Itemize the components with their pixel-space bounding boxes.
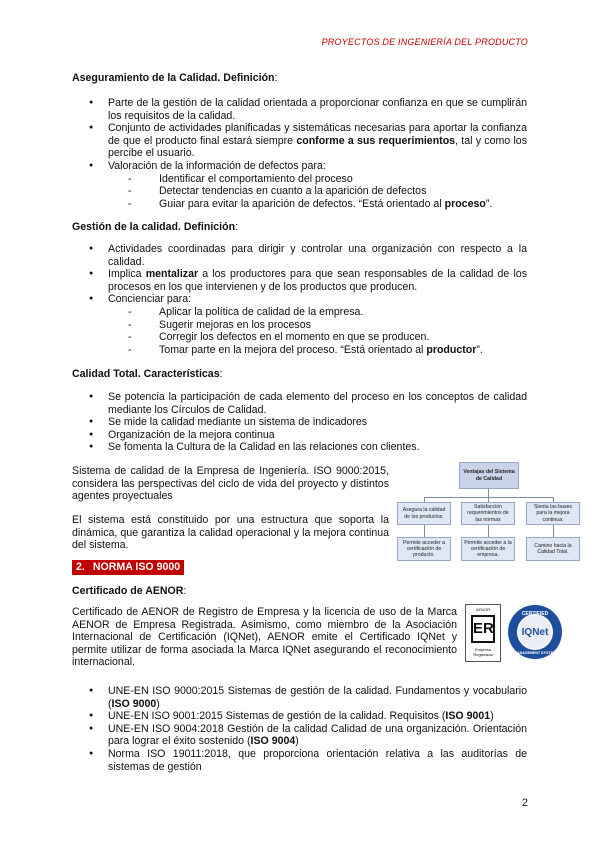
list-item-text: Parte de la gestión de la calidad orientada a proporcionar confianza en que se cumplirán los requisitos de la calidad.	[108, 97, 527, 122]
page-number: 2	[521, 797, 528, 809]
list-item	[72, 685, 527, 710]
iqnet-mark-text: IQNet	[521, 627, 549, 638]
sub-list-item	[108, 344, 527, 357]
sub-item-text: ”.	[476, 343, 483, 356]
list-item-text: )	[490, 710, 494, 723]
sub-item-text: Detectar tendencias en cuanto a la aparición de defectos	[159, 185, 427, 198]
list-item	[72, 243, 527, 268]
title-colon: :	[274, 72, 278, 84]
diagram-box-bottom-2: Permite acceder a la certificación de empresa.	[461, 537, 515, 561]
bold-text: productor	[426, 343, 477, 356]
diagram-box-bottom-1: Permite acceder a certificación de producto.	[397, 537, 451, 561]
sub-item-text: Sugerir mejoras en los procesos	[159, 318, 311, 331]
section-title-text: Aseguramiento de la Calidad. Definición	[72, 72, 275, 84]
aenor-logo-caption: Empresa Registrada	[473, 647, 493, 657]
sub-item-text: Guiar para evitar la aparición de defectos. “Está orientado al	[159, 197, 445, 210]
bullet-list-aseguramiento	[72, 97, 527, 210]
list-item	[72, 160, 527, 210]
sub-list-item	[108, 319, 527, 332]
list-item-text: Implica	[108, 268, 146, 281]
section-title-text: Gestión de la calidad. Definición	[72, 221, 236, 233]
list-item-text: Se mide la calidad mediante un sistema de indicadores	[108, 416, 368, 429]
bold-text: proceso	[444, 197, 486, 210]
paragraph-sistema: Sistema de calidad de la Empresa de Ingeniería. ISO 9000:2015, considera las perspectivas del ciclo de vida del proyecto y distintos agentes proyectuales	[72, 465, 389, 503]
list-item-text: , tal y como los percibe el usuario.	[108, 134, 527, 160]
sub-item-text: Tomar parte en la mejora del proceso. “Está orientado al	[159, 343, 427, 356]
section-title-gestion	[72, 221, 238, 234]
list-item	[72, 416, 527, 429]
aenor-er-mark: ER	[471, 615, 495, 643]
heading-number: 2.	[76, 561, 85, 573]
sub-list-item	[108, 185, 527, 198]
running-header: PROYECTOS DE INGENIERÍA DEL PRODUCTO	[321, 37, 528, 47]
aenor-logo	[465, 604, 501, 662]
diagram-box-mid-2: Satisfacción requerimientos de las normas	[461, 502, 515, 525]
list-item-text: Concienciar para:	[108, 293, 192, 306]
diagram-box-mid-1: Asegura la calidad de los productos.	[397, 502, 451, 525]
sub-list-item	[108, 198, 527, 211]
section-title-aenor	[72, 585, 186, 598]
sub-list	[108, 306, 527, 356]
list-item	[72, 391, 527, 416]
list-item-text: UNE-EN ISO 9001:2015 Sistemas de gestión de la calidad. Requisitos (	[108, 710, 446, 723]
list-item	[72, 710, 527, 723]
bold-text: conforme a sus requerimientos	[296, 134, 456, 147]
title-colon: :	[183, 585, 187, 597]
section-title-text: Certificado de AENOR	[72, 585, 184, 597]
list-item-text: )	[295, 735, 299, 748]
paragraph-estructura: El sistema está constituido por una estructura que soporta la dinámica, que garantiza la calidad operacional y la mejora continua del sistema.	[72, 514, 389, 552]
list-item-text: Actividades coordinadas para dirigir y controlar una organización con respecto a la calidad.	[108, 243, 527, 268]
list-item-text: Valoración de la información de defectos para:	[108, 159, 326, 172]
list-item	[72, 122, 527, 160]
sub-item-text: Identificar el comportamiento del proceso	[159, 172, 353, 185]
iqnet-top-text: CERTIFIED	[521, 611, 549, 617]
bold-text: ISO 9000	[111, 697, 157, 710]
sub-list-item	[108, 306, 527, 319]
bullet-list-normas	[72, 685, 527, 773]
list-item-text: Conjunto de actividades planificadas y sistemáticas necesarias para aportar la confianza de que el producto final estará siempre	[108, 122, 527, 147]
title-colon: :	[219, 368, 223, 380]
bullet-list-gestion	[72, 243, 527, 356]
sub-item-text: Aplicar la política de calidad de la empresa.	[159, 305, 364, 318]
iqnet-bottom-text: MANAGEMENT SYSTEM	[514, 651, 556, 655]
sub-list-item	[108, 173, 527, 186]
list-item	[72, 97, 527, 122]
diagram-root-box: Ventajas del Sistema de Calidad	[459, 462, 519, 489]
paragraph-aenor: Certificado de AENOR de Registro de Empresa y la licencia de uso de la Marca AENOR de Empresa Registrada. Asimismo, como miembro de la Asociación Internacional de Certificación (IQNet), AENOR emite el Certificado IQNet y permite utilizar de forma asociada la Marca IQNet asegurando el reconocimiento internacional.	[72, 606, 457, 669]
bold-text: mentalizar	[145, 268, 199, 281]
title-colon: :	[235, 221, 239, 233]
bullet-list-calidad-total	[72, 391, 527, 454]
list-item-text: Se fomenta la Cultura de la Calidad en las relaciones con clientes.	[108, 441, 420, 454]
list-item-text: Organización de la mejora continua	[108, 428, 275, 441]
connector-line	[424, 497, 554, 498]
sub-item-text: ”.	[485, 197, 493, 210]
list-item-text: UNE-EN ISO 9000:2015 Sistemas de gestión de la calidad. Fundamentos y vocabulario (	[108, 685, 527, 710]
connector-line	[553, 525, 554, 537]
list-item-text: Norma ISO 19011:2018, que proporciona orientación relativa a las auditorías de sistemas de gestión	[108, 747, 527, 773]
list-item-text: a los productores para que sean responsables de la calidad de los procesos en los que intervienen y de los productos que producen.	[108, 268, 527, 293]
iqnet-logo-graphic	[507, 604, 563, 660]
connector-line	[424, 525, 425, 537]
sub-item-text: Corregir los defectos en el momento en que se producen.	[159, 331, 430, 344]
list-item	[72, 441, 527, 454]
list-item	[72, 293, 527, 356]
list-item	[72, 748, 527, 773]
list-item-text: Se potencia la participación de cada elemento del proceso en los conceptos de calidad mediante los Círculos de Calidad.	[108, 391, 527, 416]
list-item	[72, 429, 527, 442]
list-item-text: )	[156, 697, 160, 710]
section-title-aseguramiento	[72, 72, 277, 85]
diagram-box-mid-3: Sienta las bases para la mejora continua.	[526, 502, 580, 525]
diagram-box-bottom-3: Camino hacia la Calidad Total.	[526, 537, 580, 561]
list-item-text: UNE-EN ISO 9004:2018 Gestión de la calidad Calidad de una organización. Orientación para lograr el éxito sostenido (	[108, 722, 527, 748]
norma-heading	[72, 560, 184, 575]
iqnet-logo	[507, 604, 563, 660]
section-title-calidad-total	[72, 368, 223, 381]
list-item	[72, 723, 527, 748]
section-title-text: Calidad Total. Características	[72, 368, 220, 380]
connector-line	[488, 525, 489, 537]
sub-list	[108, 173, 527, 211]
aenor-logo-text: AENOR	[475, 607, 491, 612]
heading-text: NORMA ISO 9000	[92, 561, 181, 573]
bold-text: ISO 9001	[445, 710, 491, 723]
sub-list-item	[108, 331, 527, 344]
list-item	[72, 268, 527, 293]
bold-text: ISO 9004	[250, 735, 296, 748]
